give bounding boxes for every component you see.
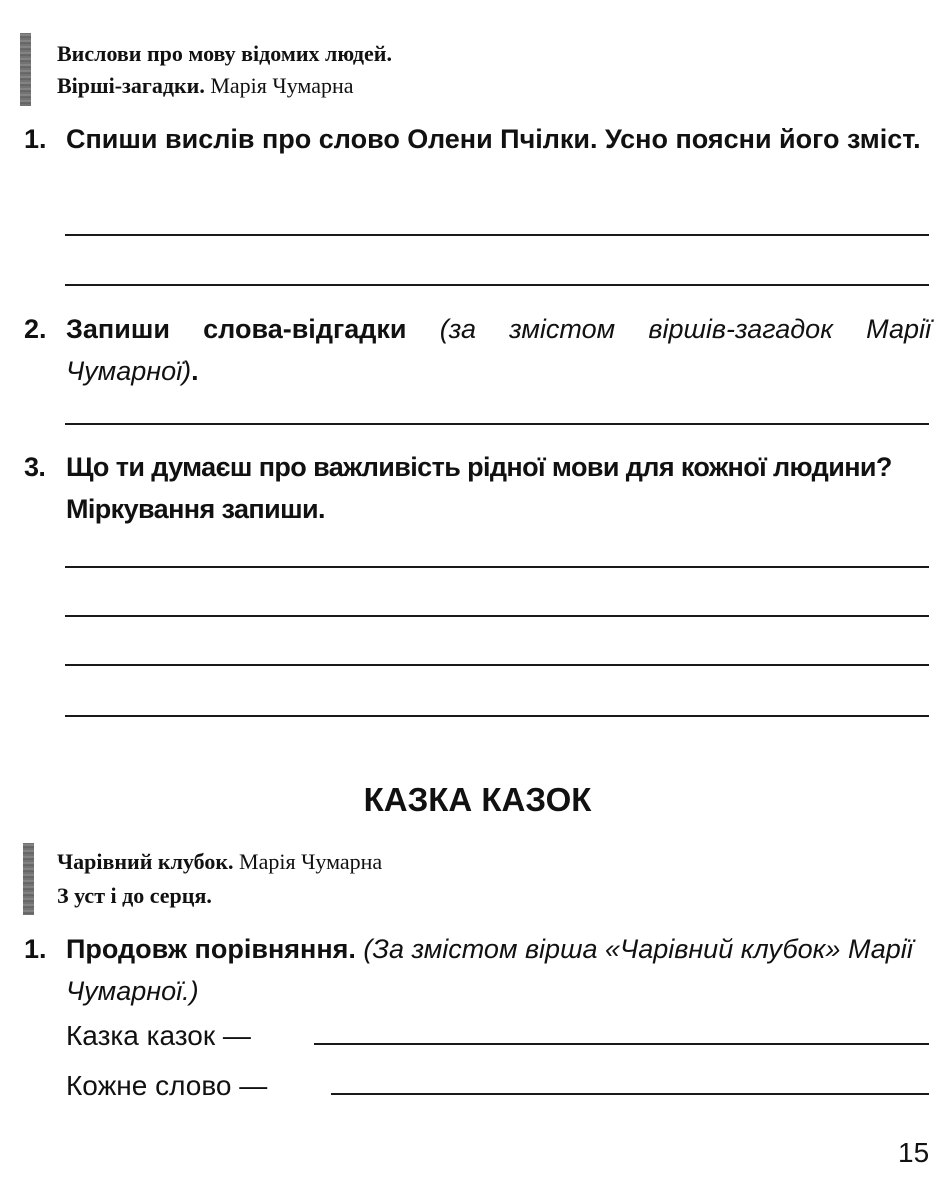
section-subheading xyxy=(57,880,212,912)
section-heading: КАЗКА КАЗОК xyxy=(363,781,592,818)
answer-line[interactable] xyxy=(65,234,929,236)
fill-in-prompt: Кожне слово — xyxy=(66,1070,268,1101)
task-2 xyxy=(24,308,931,392)
answer-line[interactable] xyxy=(65,566,929,568)
task-instruction: Спиши вислів про слово Олени Пчілки. Усно поясни його зміст. xyxy=(66,124,921,154)
subheading-title: Вислови про мову відомих людей. xyxy=(57,41,392,66)
fill-in-answer-line[interactable] xyxy=(331,1093,929,1095)
fill-in-prompt: Казка казок — xyxy=(66,1020,251,1051)
section-subheading xyxy=(57,846,382,878)
fill-in-answer-line[interactable] xyxy=(314,1043,929,1045)
task-number: 2. xyxy=(24,314,47,344)
task-note: (за змістом віршів-загадок Марії Чумарної) xyxy=(66,314,931,386)
subheading-title: Вірші-загадки. xyxy=(57,73,205,98)
page-number: 15 xyxy=(898,1137,930,1168)
task-instruction: Що ти думаєш про важливість рідної мови для кожної людини? Міркування запиши. xyxy=(66,452,892,524)
task-number: 3. xyxy=(24,452,46,482)
subheading-author: Марія Чумарна xyxy=(239,849,383,874)
answer-line[interactable] xyxy=(65,615,929,617)
task-text xyxy=(66,308,931,392)
task-1 xyxy=(24,928,931,1012)
task-text xyxy=(66,446,931,530)
task-note: (За змістом вірша «Чарівний клубок» Марії Чумарної.) xyxy=(66,934,913,1006)
task-3 xyxy=(24,446,931,530)
answer-line[interactable] xyxy=(65,664,929,666)
section-subheading xyxy=(57,70,354,102)
subheading-title: Чарівний клубок. xyxy=(57,849,234,874)
answer-line[interactable] xyxy=(65,284,929,286)
task-text xyxy=(66,118,931,160)
subheading-title: З уст і до серця. xyxy=(57,883,212,908)
section-marker-bar xyxy=(20,33,31,106)
task-instruction: Продовж порівняння. xyxy=(66,934,356,964)
answer-line[interactable] xyxy=(65,715,929,717)
subheading-author: Марія Чумарна xyxy=(210,73,354,98)
task-number: 1. xyxy=(24,934,47,964)
task-punctuation: . xyxy=(191,356,199,386)
task-number: 1. xyxy=(24,124,47,154)
answer-line[interactable] xyxy=(65,423,929,425)
section-marker-bar xyxy=(23,843,34,915)
task-text xyxy=(66,928,931,1012)
task-instruction: Запиши слова-відгадки xyxy=(66,314,407,344)
section-subheading xyxy=(57,38,392,70)
task-1 xyxy=(24,118,931,160)
